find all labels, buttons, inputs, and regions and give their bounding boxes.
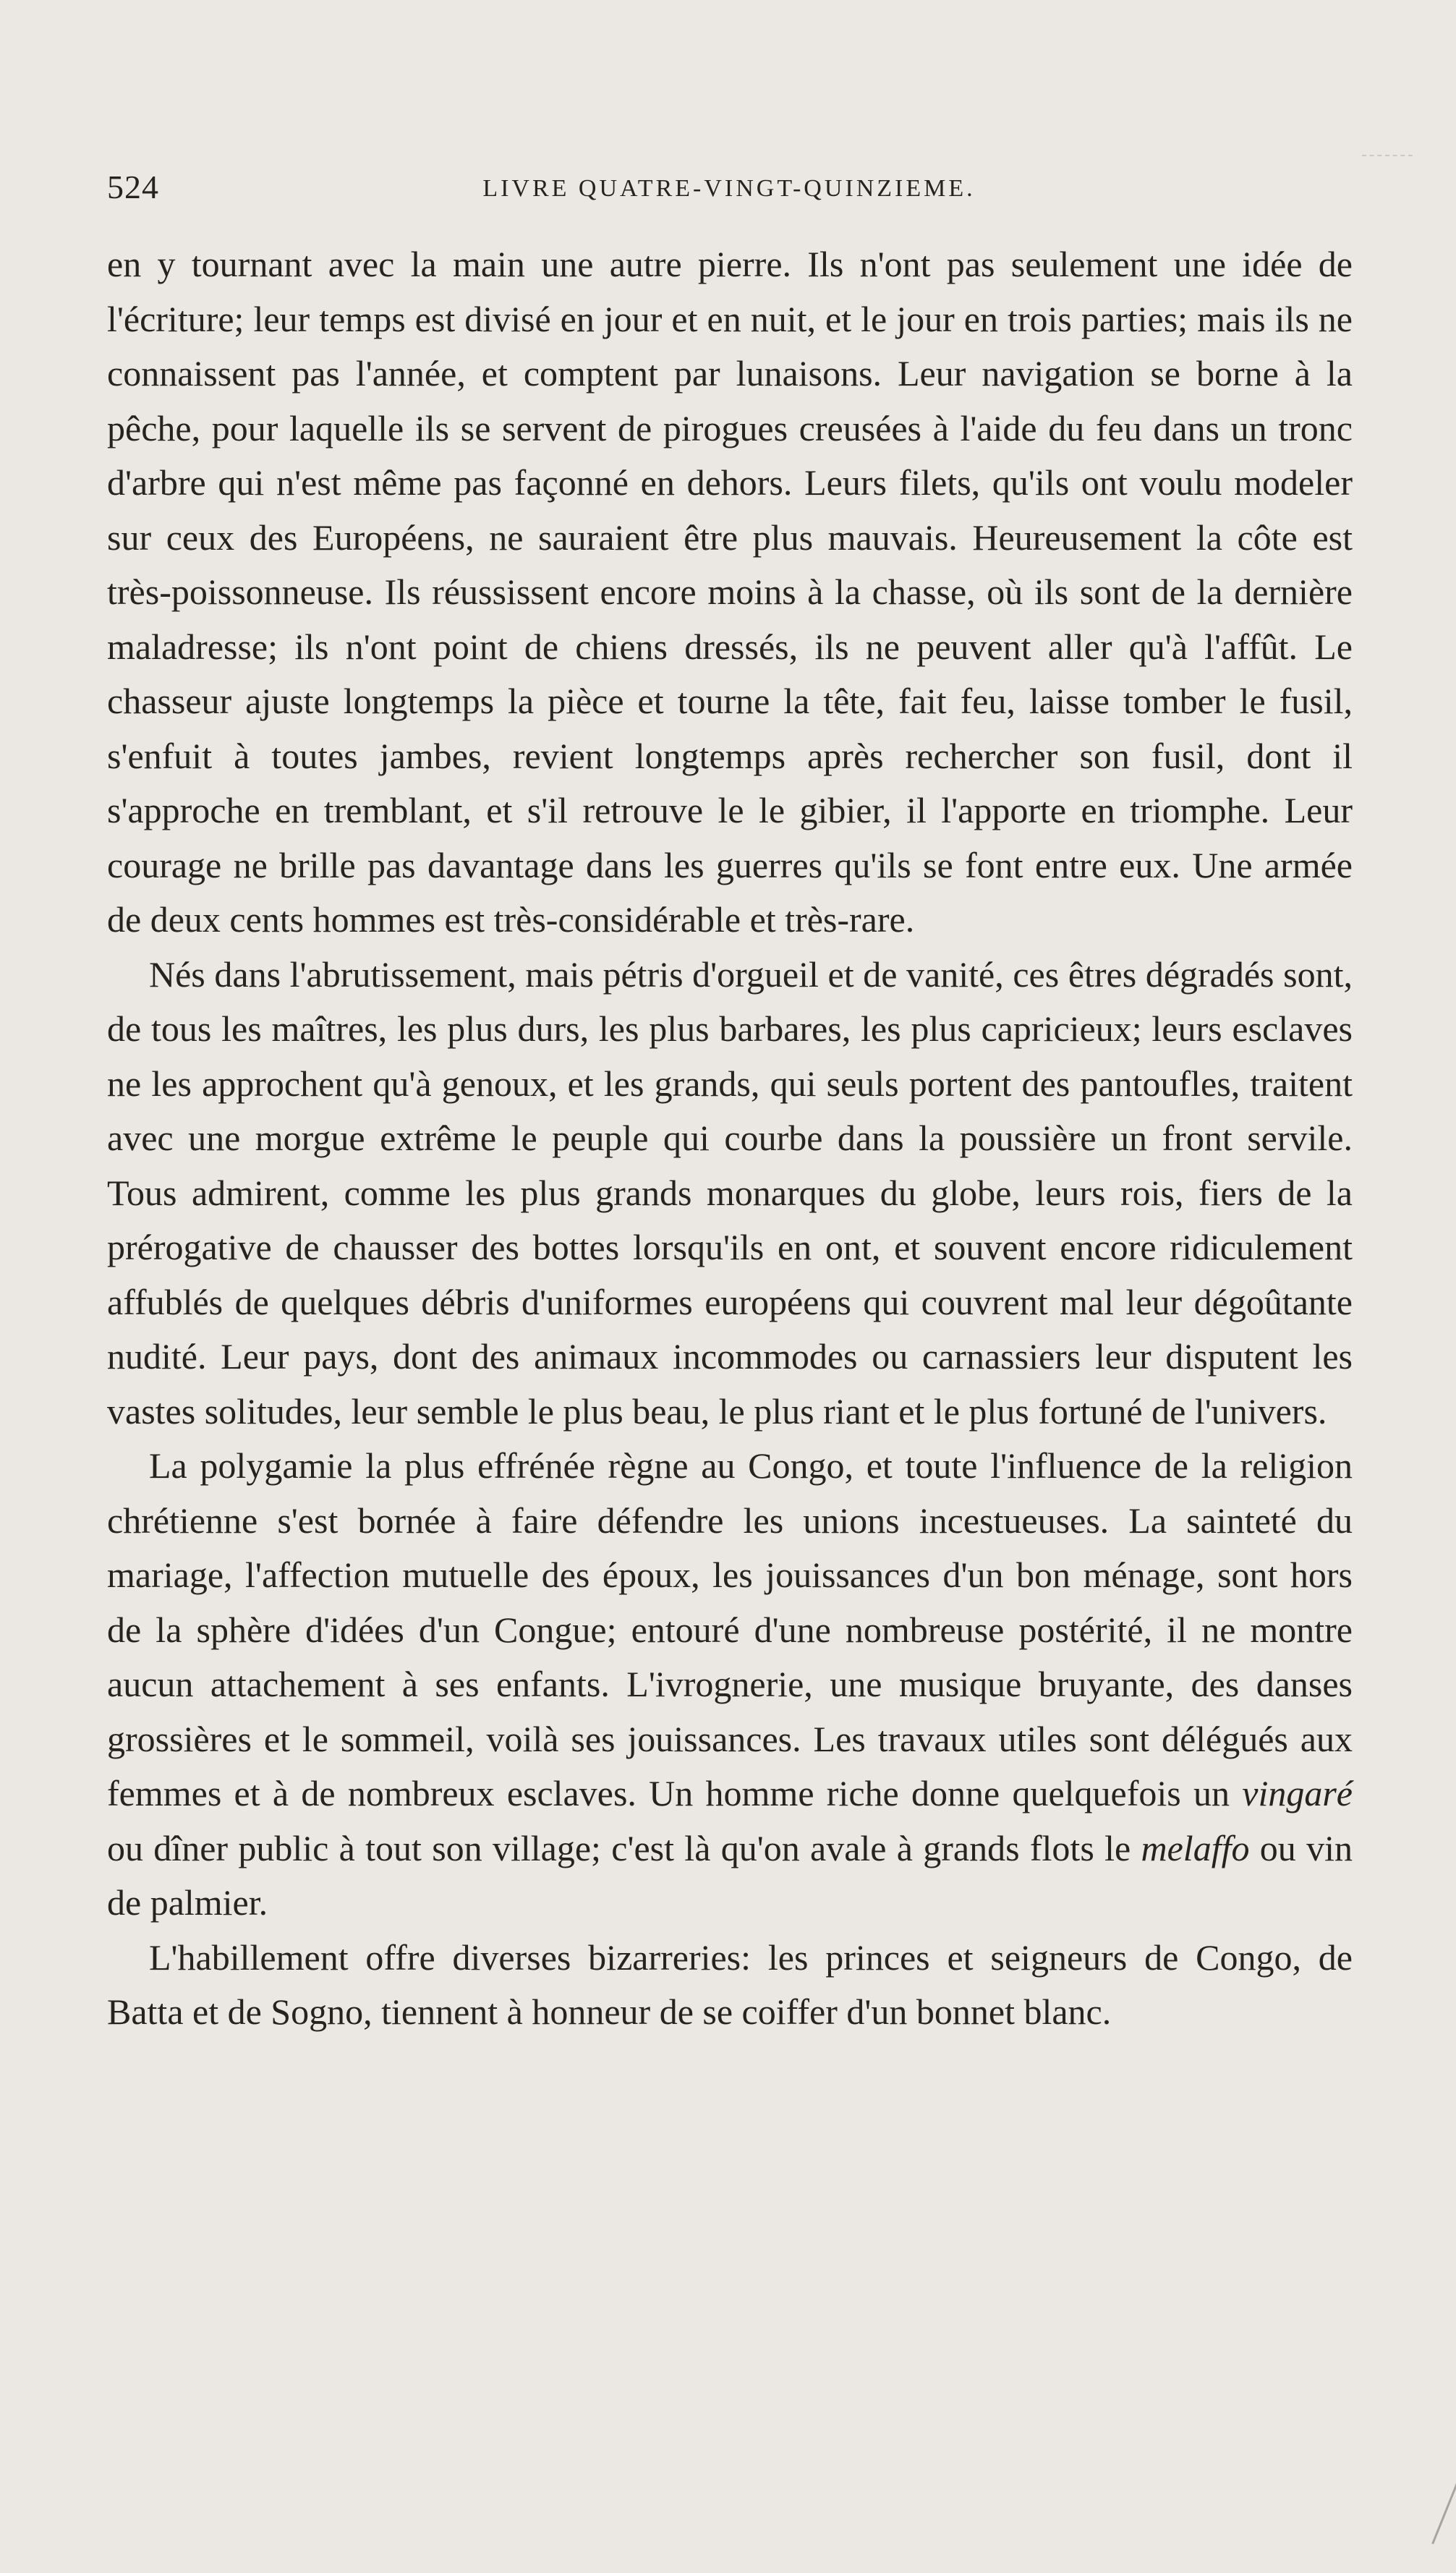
paragraph-2-text: Nés dans l'abrutissement, mais pétris d'orgueil et de vanité, ces êtres dégradés sont, de tous les maîtres, les plus durs, les plus barbares, les plus capricieux; leurs esclaves ne les approchent qu'à genoux, et les grands, qui seuls portent des pantoufles, traitent avec une morgue extrême le peuple qui courbe dans la poussière un front servile. Tous admirent, comme les plus grands monarques du globe, leurs rois, fiers de la prérogative de chausser des bottes lorsqu'ils en ont, et souvent encore ridiculement affublés de quelques débris d'uniformes européens qui couvrent mal leur dégoûtante nudité. Leur pays, dont des animaux incommodes ou carnassiers leur disputent les vastes solitudes, leur semble le plus beau, le plus riant et le plus fortuné de l'univers. — [107, 953, 1353, 1432]
pencil-mark — [1431, 2483, 1456, 2545]
body-text — [107, 237, 1353, 2040]
margin-mark — [1362, 155, 1413, 158]
paragraph-4-text: L'habillement offre diverses bizarreries: les princes et seigneurs de Congo, de Batta et de Sogno, tiennent à honneur de se coiffer d'un bonnet blanc. — [107, 1936, 1353, 2032]
paragraph-3-text-c: ou vin de palmier. — [107, 1827, 1353, 1923]
running-title: LIVRE QUATRE-VINGT-QUINZIEME. — [482, 175, 976, 202]
paragraph-4 — [107, 1931, 1353, 2040]
paragraph-1 — [107, 237, 1353, 948]
paragraph-3 — [107, 1439, 1353, 1931]
page-number: 524 — [107, 169, 159, 205]
page-header — [107, 168, 1351, 211]
term-melaffo: melaffo — [1141, 1827, 1250, 1868]
term-vingare: vingaré — [1242, 1773, 1353, 1813]
paragraph-2 — [107, 948, 1353, 1439]
paragraph-1-text: en y tournant avec la main une autre pierre. Ils n'ont pas seulement une idée de l'écriture; leur temps est divisé en jour et en nuit, et le jour en trois parties; mais ils ne connaissent pas l'année, et comptent par lunaisons. Leur navigation se borne à la pêche, pour laquelle ils se servent de pirogues creusées à l'aide du feu dans un tronc d'arbre qui n'est même pas façonné en dehors. Leurs filets, qu'ils ont voulu modeler sur ceux des Européens, ne sauraient être plus mauvais. Heureusement la côte est très-poissonneuse. Ils réussissent encore moins à la chasse, où ils sont de la dernière maladresse; ils n'ont point de chiens dressés, ils ne peuvent aller qu'à l'affût. Le chasseur ajuste longtemps la pièce et tourne la tête, fait feu, laisse tomber le fusil, s'enfuit à toutes jambes, revient longtemps après rechercher son fusil, dont il s'approche en tremblant, et s'il retrouve le le gibier, il l'apporte en triomphe. Leur courage ne brille pas davantage dans les guerres qu'ils se font entre eux. Une armée de deux cents hommes est très-considérable et très-rare. — [107, 244, 1353, 940]
paragraph-3-text-a: La polygamie la plus effrénée règne au Congo, et toute l'influence de la religion chrétienne s'est bornée à faire défendre les unions incestueuses. La sainteté du mariage, l'affection mutuelle des époux, les jouissances d'un bon ménage, sont hors de la sphère d'idées d'un Congue; entouré d'une nombreuse postérité, il ne montre aucun attachement à ses enfants. L'ivrognerie, une musique bruyante, des danses grossières et le sommeil, voilà ses jouissances. Les travaux utiles sont délégués aux femmes et à de nombreux esclaves. Un homme riche donne quelquefois un — [107, 1445, 1353, 1813]
paragraph-3-text-b: ou dîner public à tout son village; c'est là qu'on avale à grands flots le — [107, 1827, 1141, 1868]
